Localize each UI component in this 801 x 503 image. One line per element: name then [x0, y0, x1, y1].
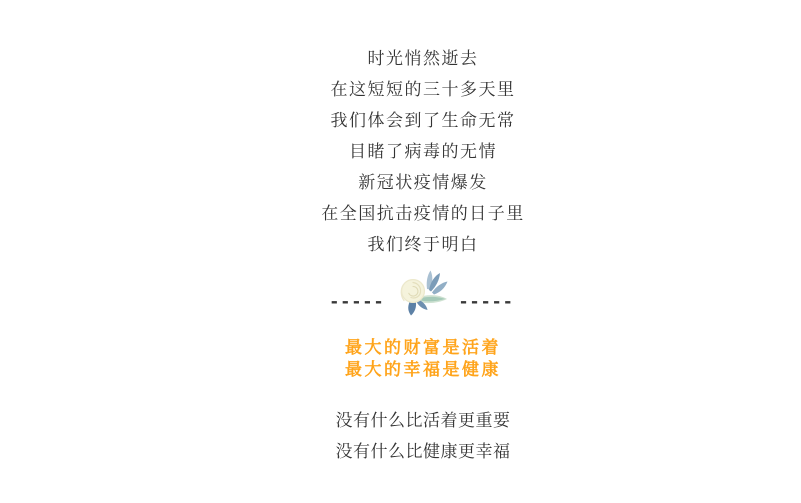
article-content: [0, 44, 801, 468]
poem-line: 我们终于明白: [367, 235, 479, 255]
poem-line: 没有什么比活着更重要: [335, 411, 511, 431]
poem-line: 在这短短的三十多天里: [330, 80, 516, 100]
flower-divider: [45, 277, 801, 321]
poem-line: 新冠状疫情爆发: [358, 173, 488, 193]
divider-left-dashes: -----: [330, 291, 386, 312]
highlight-line: 最大的幸福是健康: [345, 360, 501, 380]
highlight-line: 最大的财富是活着: [345, 338, 501, 358]
poem-line: 在全国抗击疫情的日子里: [321, 204, 525, 224]
divider-right-dashes: -----: [460, 291, 516, 312]
poem-stanza-top: [45, 44, 801, 261]
poem-line: 目睹了病毒的无情: [349, 142, 497, 162]
poem-stanza-bottom: [45, 406, 801, 468]
poem-line: 我们体会到了生命无常: [330, 111, 516, 131]
highlight-stanza: [45, 337, 801, 381]
poem-line: 没有什么比健康更幸福: [335, 442, 511, 462]
watercolor-rose-icon: [396, 268, 450, 320]
poem-line: 时光悄然逝去: [367, 49, 479, 69]
